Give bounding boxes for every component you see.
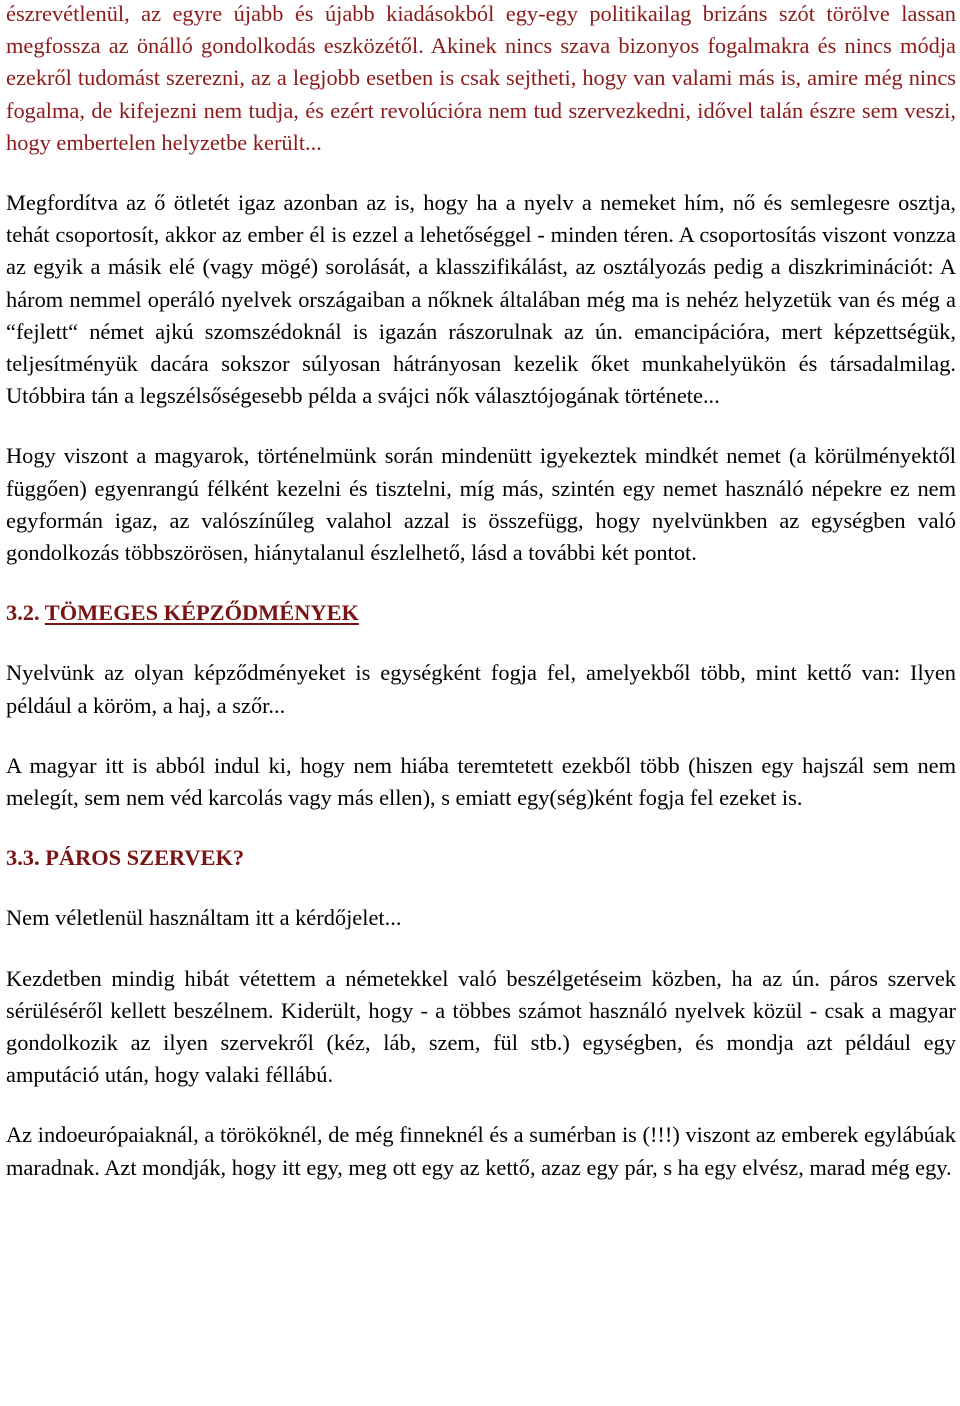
paragraph-paired-organs: Kezdetben mindig hibát vétettem a németekkel való beszélgetéseim közben, ha az ún. páros szervek sérüléséről kellett beszélnem. Kiderült, hogy - a többes számot használó nyelvek közül - csak a magyar gondolkozik az ilyen szervekről (kéz, láb, szem, fül stb.) egységben, és mondja azt például egy amputáció után, hogy valaki féllábú. [6, 965, 956, 1088]
paragraph-gender-classification: Megfordítva az ő ötletét igaz azonban az is, hogy ha a nyelv a nemeket hím, nő és semlegesre osztja, tehát csoportosít, akkor az ember él is ezzel a lehetőséggel - minden téren. A csoportosítás viszont vonzza az egyik a másik elé (vagy mögé) sorolását, a klasszifikálást, az osztályozás pedig a diszkriminációt: A három nemmel operáló nyelvek országaiban a nőknek általában még ma is nehéz helyzetük van és még a “fejlett“ német ajkú szomszédoknál is igazán rászorulnak az ún. emancipációra, mert képzettségük, teljesítményük dacára sokszor súlyosan hátrányosan kezelik őket munkahelyükön és társadalmilag. Utóbbira tán a legszélsőségesebb példa a svájci nők választójogának története... [6, 190, 956, 409]
document-page [6, 0, 956, 1212]
section-title: PÁROS SZERVEK? [45, 845, 245, 871]
paragraph-hair-example: A magyar itt is abból indul ki, hogy nem hiába teremtetett ezekből több (hiszen egy hajszál sem nem melegít, sem nem véd karcolás vagy más ellen), s emiatt egy(ség)ként fogja fel ezeket is. [6, 752, 956, 811]
section-number: 3.3. [6, 845, 40, 871]
paragraph-hungarian-equality: Hogy viszont a magyarok, történelmünk során mindenütt igyekeztek mindkét nemet (a körülményektől függően) egyenrangú félként kezelni és tisztelni, míg más, szintén egy nemet használó népekre ez nem egyformán igaz, az valószínűleg valahol azzal is összefügg, hogy nyelvünkben az egységben való gondolkozás többszörösen, hiánytalanul észlelhető, lásd a további két pontot. [6, 443, 956, 566]
section-number: 3.2. [6, 600, 40, 626]
paragraph-indo-european: Az indoeurópaiaknál, a törököknél, de még finneknél és a sumérban is (!!!) viszont az emberek egylábúak maradnak. Azt mondják, hogy itt egy, meg ott egy az kettő, azaz egy pár, s ha egy elvész, marad még egy. [6, 1122, 956, 1180]
section-heading-3-3 [6, 842, 956, 874]
section-title: TÖMEGES KÉPZŐDMÉNYEK [44, 600, 359, 626]
section-heading-3-2 [6, 597, 956, 629]
paragraph-mass-formations: Nyelvünk az olyan képződményeket is egységként fogja fel, amelyekből több, mint kettő van: Ilyen például a köröm, a haj, a szőr... [6, 660, 956, 718]
paragraph-intro: észrevétlenül, az egyre újabb és újabb kiadásokból egy-egy politikailag brizáns szót törölve lassan megfossza az önálló gondolkodás eszközétől. Akinek nincs szava bizonyos fogalmakra és nincs módja ezekről tudomást szerezni, az a legjobb esetben is csak sejtheti, hogy van valami más is, amire még nincs fogalma, de kifejezni nem tudja, és ezért revolúcióra nem tud szervezkedni, idővel talán észre sem veszi, hogy embertelen helyzetbe került... [6, 1, 956, 155]
paragraph-question-mark: Nem véletlenül használtam itt a kérdőjelet... [6, 905, 402, 931]
